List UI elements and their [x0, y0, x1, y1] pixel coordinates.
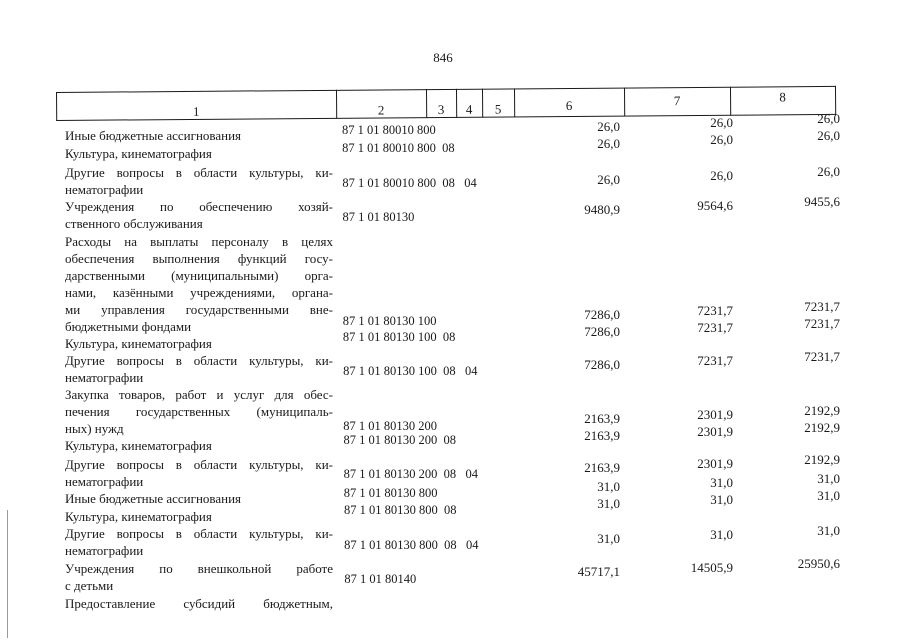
- row-value-7: 26,0: [710, 132, 733, 147]
- row-value-6: 26,0: [597, 136, 620, 151]
- page-number: 846: [433, 50, 453, 65]
- row-value-8: 7231,7: [804, 299, 840, 314]
- row-value-8: 31,0: [817, 488, 840, 503]
- row-name-line: нематографии: [65, 370, 144, 385]
- row-value-6: 7286,0: [584, 324, 620, 339]
- row-value-7: 7231,7: [697, 320, 733, 335]
- row-name-line: дарственными (муниципальными) орга-: [65, 268, 333, 283]
- row-value-7: 7231,7: [697, 353, 733, 368]
- row-name-line: нематографии: [65, 543, 144, 558]
- row-value-6: 31,0: [597, 531, 620, 546]
- row-name: [65, 595, 333, 612]
- header-col-5: 5: [494, 101, 502, 117]
- row-name-line: Другие вопросы в области культуры, ки-: [65, 526, 333, 541]
- row-code: 87 1 01 80010 800 08: [342, 141, 455, 155]
- row-name: [65, 437, 333, 454]
- row-name: [65, 233, 333, 335]
- row-name: [65, 490, 333, 507]
- row-code: 87 1 01 80140: [344, 572, 417, 586]
- row-name: [65, 456, 333, 490]
- row-value-8: 2192,9: [804, 452, 840, 467]
- row-name-line: Культура, кинематография: [65, 509, 212, 524]
- row-name: [65, 127, 333, 144]
- row-value-8: 7231,7: [804, 349, 840, 364]
- row-value-7: 31,0: [710, 475, 733, 490]
- row-code: 87 1 01 80130 200 08: [343, 433, 456, 447]
- row-code: 87 1 01 80010 800 08 04: [342, 176, 477, 190]
- row-name-line: Иные бюджетные ассигнования: [65, 128, 242, 143]
- row-code: 87 1 01 80130: [342, 210, 415, 224]
- row-name-line: ственного обслуживания: [65, 216, 203, 231]
- row-name: [65, 335, 333, 352]
- row-code: 87 1 01 80130 800 08: [343, 503, 457, 517]
- row-value-6: 2163,9: [584, 460, 620, 475]
- header-col-8: 8: [779, 89, 786, 105]
- row-value-8: 31,0: [817, 523, 840, 538]
- row-name-line: бюджетными фондами: [65, 319, 192, 334]
- row-value-6: 7286,0: [584, 357, 620, 372]
- row-code: 87 1 01 80130 100 08 04: [343, 364, 478, 378]
- row-code: 87 1 01 80130 200: [343, 419, 437, 433]
- row-name-line: с детьми: [65, 578, 114, 593]
- row-value-8: 26,0: [817, 128, 840, 143]
- row-name-line: нематографии: [65, 474, 144, 489]
- row-code: 87 1 01 80130 800 08 04: [344, 538, 479, 552]
- row-value-6: 9480,9: [584, 202, 620, 217]
- row-name-line: Культура, кинематография: [65, 336, 212, 351]
- row-value-6: 31,0: [597, 479, 620, 494]
- scan-edge-mark: [7, 510, 8, 638]
- row-name: [65, 386, 333, 437]
- row-value-7: 7231,7: [697, 303, 733, 318]
- row-value-8: 2192,9: [804, 403, 840, 418]
- row-value-6: 2163,9: [584, 411, 620, 426]
- row-value-7: 9564,6: [697, 198, 733, 213]
- header-col-4: 4: [465, 101, 473, 117]
- row-value-8: 25950,6: [797, 556, 840, 571]
- row-name-line: Культура, кинематография: [65, 438, 212, 453]
- row-name-line: печения государственных (муниципаль-: [65, 404, 333, 419]
- row-code: 87 1 01 80010 800: [342, 123, 436, 137]
- row-value-7: 14505,9: [690, 560, 733, 575]
- row-name: [65, 198, 333, 232]
- header-col-2: 2: [377, 102, 385, 118]
- row-code: 87 1 01 80130 100 08: [342, 330, 456, 344]
- row-value-6: 7286,0: [584, 307, 620, 322]
- row-value-7: 26,0: [710, 168, 733, 183]
- row-name-line: Культура, кинематография: [65, 146, 212, 161]
- row-name: [65, 352, 333, 386]
- row-name: [65, 560, 333, 594]
- row-name: [65, 525, 333, 559]
- row-name-line: обеспечения выполнения функций госу-: [65, 251, 333, 266]
- row-name-line: Другие вопросы в области культуры, ки-: [65, 457, 333, 472]
- row-value-6: 26,0: [597, 172, 620, 187]
- row-name: [65, 164, 333, 198]
- row-name-line: нами, казёнными учреждениями, органа-: [65, 285, 333, 300]
- row-value-6: 26,0: [597, 119, 620, 134]
- row-name-line: Закупка товаров, работ и услуг для обес-: [65, 387, 333, 402]
- header-col-6: 6: [565, 97, 573, 113]
- row-name-line: Предоставление субсидий бюджетным,: [65, 596, 333, 611]
- row-value-7: 2301,9: [697, 456, 733, 471]
- row-name-line: ных) нужд: [65, 421, 124, 436]
- row-name-line: Другие вопросы в области культуры, ки-: [65, 165, 333, 180]
- row-name-line: Иные бюджетные ассигнования: [65, 491, 242, 506]
- row-value-8: 26,0: [817, 164, 840, 179]
- row-value-8: 9455,6: [804, 194, 840, 209]
- row-code: 87 1 01 80130 100: [342, 314, 437, 328]
- header-col-3: 3: [437, 101, 445, 118]
- row-value-7: 26,0: [710, 115, 733, 130]
- row-value-8: 7231,7: [804, 316, 840, 331]
- row-name-line: Учреждения по внешкольной работе: [65, 561, 333, 576]
- header-col-7: 7: [673, 93, 681, 109]
- row-value-8: 26,0: [817, 111, 840, 126]
- row-code: 87 1 01 80130 200 08 04: [343, 467, 478, 481]
- row-value-7: 31,0: [710, 527, 733, 542]
- row-value-8: 31,0: [817, 471, 840, 486]
- row-name: [65, 508, 333, 525]
- row-name-line: Расходы на выплаты персоналу в целях: [65, 234, 333, 249]
- row-code: 87 1 01 80130 800: [343, 486, 438, 500]
- row-value-6: 45717,1: [577, 564, 620, 579]
- row-value-7: 31,0: [710, 492, 733, 507]
- row-name-line: нематографии: [65, 182, 144, 197]
- header-col-1: 1: [192, 103, 200, 119]
- row-value-8: 2192,9: [804, 420, 840, 435]
- row-name-line: Другие вопросы в области культуры, ки-: [65, 353, 333, 368]
- row-value-6: 2163,9: [584, 428, 620, 443]
- row-name: [65, 145, 333, 162]
- row-name-line: Учреждения по обеспечению хозяй-: [65, 199, 333, 214]
- row-value-7: 2301,9: [697, 424, 733, 439]
- row-name-line: ми управления государственными вне-: [65, 302, 333, 317]
- row-value-6: 31,0: [597, 496, 620, 511]
- row-value-7: 2301,9: [697, 407, 733, 422]
